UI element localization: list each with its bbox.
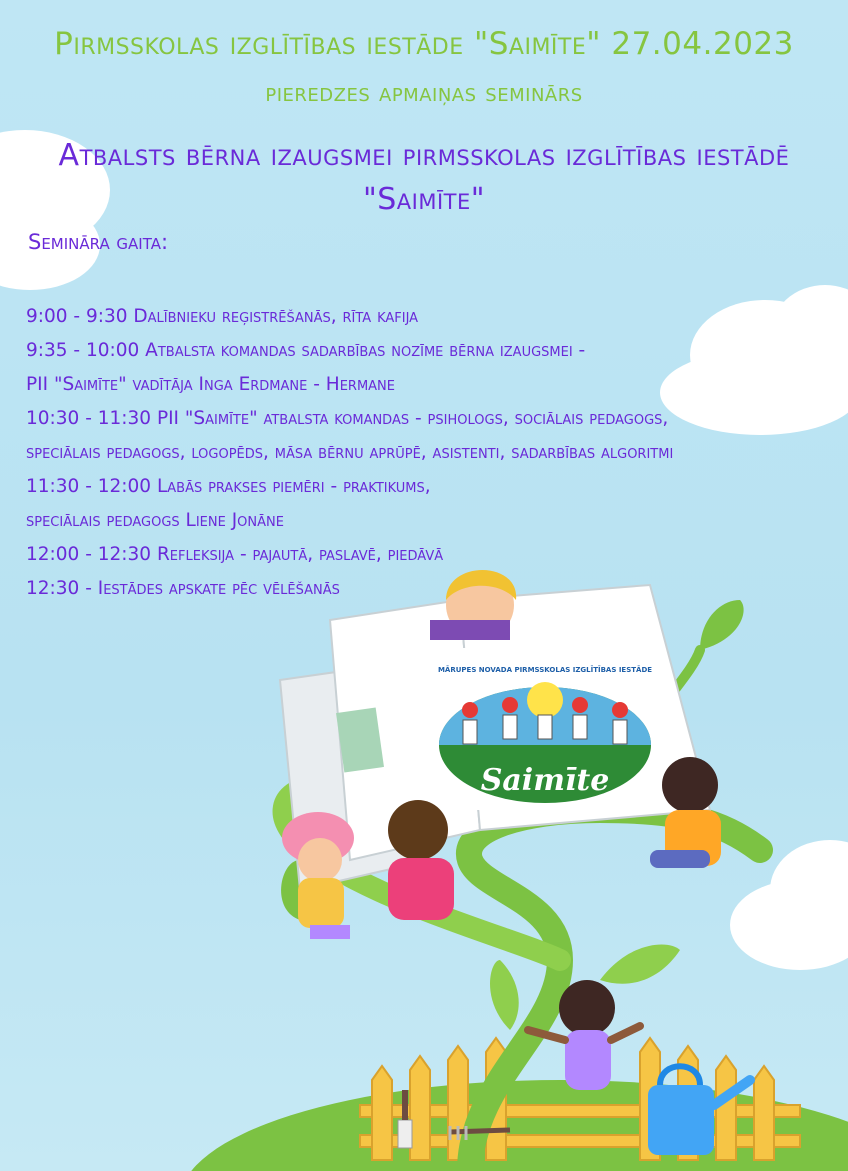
agenda-item: speciālais pedagogs Liene Jonāne [26, 510, 284, 531]
leaf [600, 944, 680, 983]
sun-icon [527, 682, 563, 718]
header-line-2: pieredzes apmaiņas seminārs [265, 78, 583, 108]
logo-arc-text: MĀRUPES NOVADA PIRMSSKOLAS IZGLĪTĪBAS IESTĀDE [437, 666, 653, 674]
agenda-item: 12:30 - Iestādes apskate pēc vēlēšanās [26, 578, 340, 599]
saimite-logo [434, 648, 656, 810]
girl-pink-shirt [388, 800, 454, 920]
agenda-item: 10:30 - 11:30 PII "Saimīte" atbalsta komandas - psihologs, sociālais pedagogs, [26, 408, 669, 429]
agenda-item: 12:00 - 12:30 Refleksija - pajautā, paslavē, piedāvā [26, 544, 444, 565]
seminar-title [30, 134, 818, 222]
agenda-item: 9:35 - 10:00 Atbalsta komandas sadarbības nozīme bērna izaugsmei - [26, 340, 586, 361]
header-line-1: Pirmsskolas izglītības iestāde "Saimīte" 27.04.2023 [54, 26, 794, 62]
agenda-item: speciālais pedagogs, logopēds, māsa bērnu aprūpē, asistenti, sadarbības algoritmi [26, 442, 674, 463]
agenda-heading: Semināra gaita: [28, 230, 169, 254]
seminar-title-line-1: Atbalsts bērna izaugsmei pirmsskolas izglītības iestādē [58, 138, 790, 173]
ground-hill [180, 1080, 848, 1171]
agenda-item: 11:30 - 12:00 Labās prakses piemēri - praktikums, [26, 476, 431, 497]
leaf [490, 960, 519, 1030]
agenda-item: 9:00 - 9:30 Dalībnieku reģistrēšanās, rīta kafija [26, 306, 419, 327]
beanstalk-illustration [0, 560, 848, 1171]
seminar-title-line-2: "Saimīte" [362, 182, 486, 217]
agenda-item: PII "Saimīte" vadītāja Inga Erdmane - Hermane [26, 374, 395, 395]
logo-name: Saimīte [480, 763, 610, 798]
leaf [700, 600, 744, 650]
